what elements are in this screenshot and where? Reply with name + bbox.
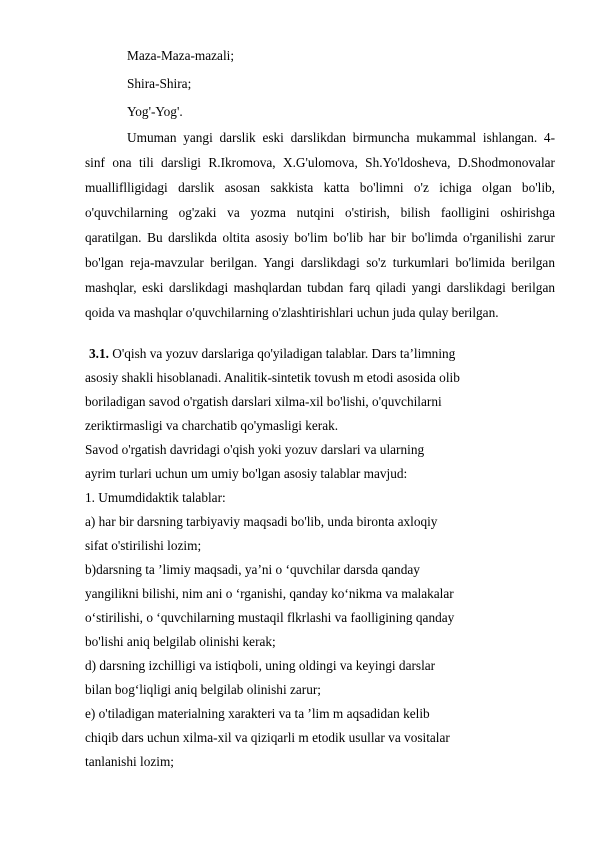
list-item: Maza-Maza-mazali;	[127, 48, 235, 63]
body-line: boriladigan savod o'rgatish darslari xilma-xil bo'lishi, o'quvchilarni	[85, 394, 442, 409]
section-heading-text: O'qish va yozuv darslariga qo'yiladigan talablar. Dars ta’limning	[108, 346, 456, 361]
section-number: 3.1.	[89, 346, 109, 361]
body-line: d) darsning izchilligi va istiqboli, uning oldingi va keyingi darslar	[85, 658, 436, 673]
paragraph-line: qaratilgan. Bu darslikda oltita asosiy bo'lim bo'lib har bir bo'limda o'rganilishi zarur	[85, 230, 555, 245]
body-line: b)darsning ta ’limiy maqsadi, ya’ni o ‘quvchilar darsda qanday	[85, 562, 420, 577]
list-item: Shira-Shira;	[127, 76, 192, 91]
body-line: bilan bog‘liqligi aniq belgilab olinishi zarur;	[85, 682, 321, 697]
body-line: o‘stirilishi, o ‘quvchilarning mustaqil flkrlashi va faolligining qanday	[85, 610, 455, 625]
paragraph-line: Umuman yangi darslik eski darslikdan birmuncha mukammal ishlangan. 4-	[127, 130, 555, 145]
body-line: bo'lishi aniq belgilab olinishi kerak;	[85, 634, 276, 649]
paragraph-line: mualliflligidagi darslik asosan sakkista katta bo'limni o'z ichiga olgan bo'lib,	[85, 180, 555, 195]
list-item: Yog'-Yog'.	[127, 104, 183, 119]
body-line: chiqib dars uchun xilma-xil va qiziqarli m etodik usullar va vositalar	[85, 730, 450, 745]
paragraph-line: o'quvchilarning og'zaki va yozma nutqini o'stirish, bilish faolligini oshirishga	[85, 205, 555, 220]
body-line: ayrim turlari uchun um umiy bo'lgan asosiy talablar mavjud:	[85, 466, 408, 481]
body-line: e) o'tiladigan materialning xarakteri va ta ’lim m aqsadidan kelib	[85, 706, 430, 721]
paragraph-line: mashqlar, eski darslikdagi mashqlardan tubdan farq qiladi yangi darslikdagi berilgan	[85, 280, 555, 295]
body-line: asosiy shakli hisoblanadi. Analitik-sintetik tovush m etodi asosida olib	[85, 370, 460, 385]
body-line: yangilikni bilishi, nim ani o ‘rganishi, qanday ko‘nikma va malakalar	[85, 586, 454, 601]
paragraph-line: sinf ona tili darsligi R.Ikromova, X.G'ulomova, Sh.Yo'ldosheva, D.Shodmonovalar	[85, 155, 555, 170]
body-line: Savod o'rgatish davridagi o'qish yoki yozuv darslari va ularning	[85, 442, 425, 457]
body-line: zeriktirmasligi va charchatib qo'ymasligi kerak.	[85, 418, 339, 433]
paragraph-line: bo'lgan reja-mavzular berilgan. Yangi darslikdagi so'z turkumlari bo'limida berilgan	[85, 255, 555, 270]
paragraph-line: qoida va mashqlar o'quvchilarning o'zlashtirishlari uchun juda qulay berilgan.	[85, 305, 499, 320]
body-line: tanlanishi lozim;	[85, 754, 175, 769]
body-line: 1. Umumdidaktik talablar:	[85, 490, 226, 505]
section-heading-line	[89, 346, 455, 362]
body-line: a) har bir darsning tarbiyaviy maqsadi bo'lib, unda bironta axloqiy	[85, 514, 438, 529]
body-line: sifat o'stirilishi lozim;	[85, 538, 202, 553]
